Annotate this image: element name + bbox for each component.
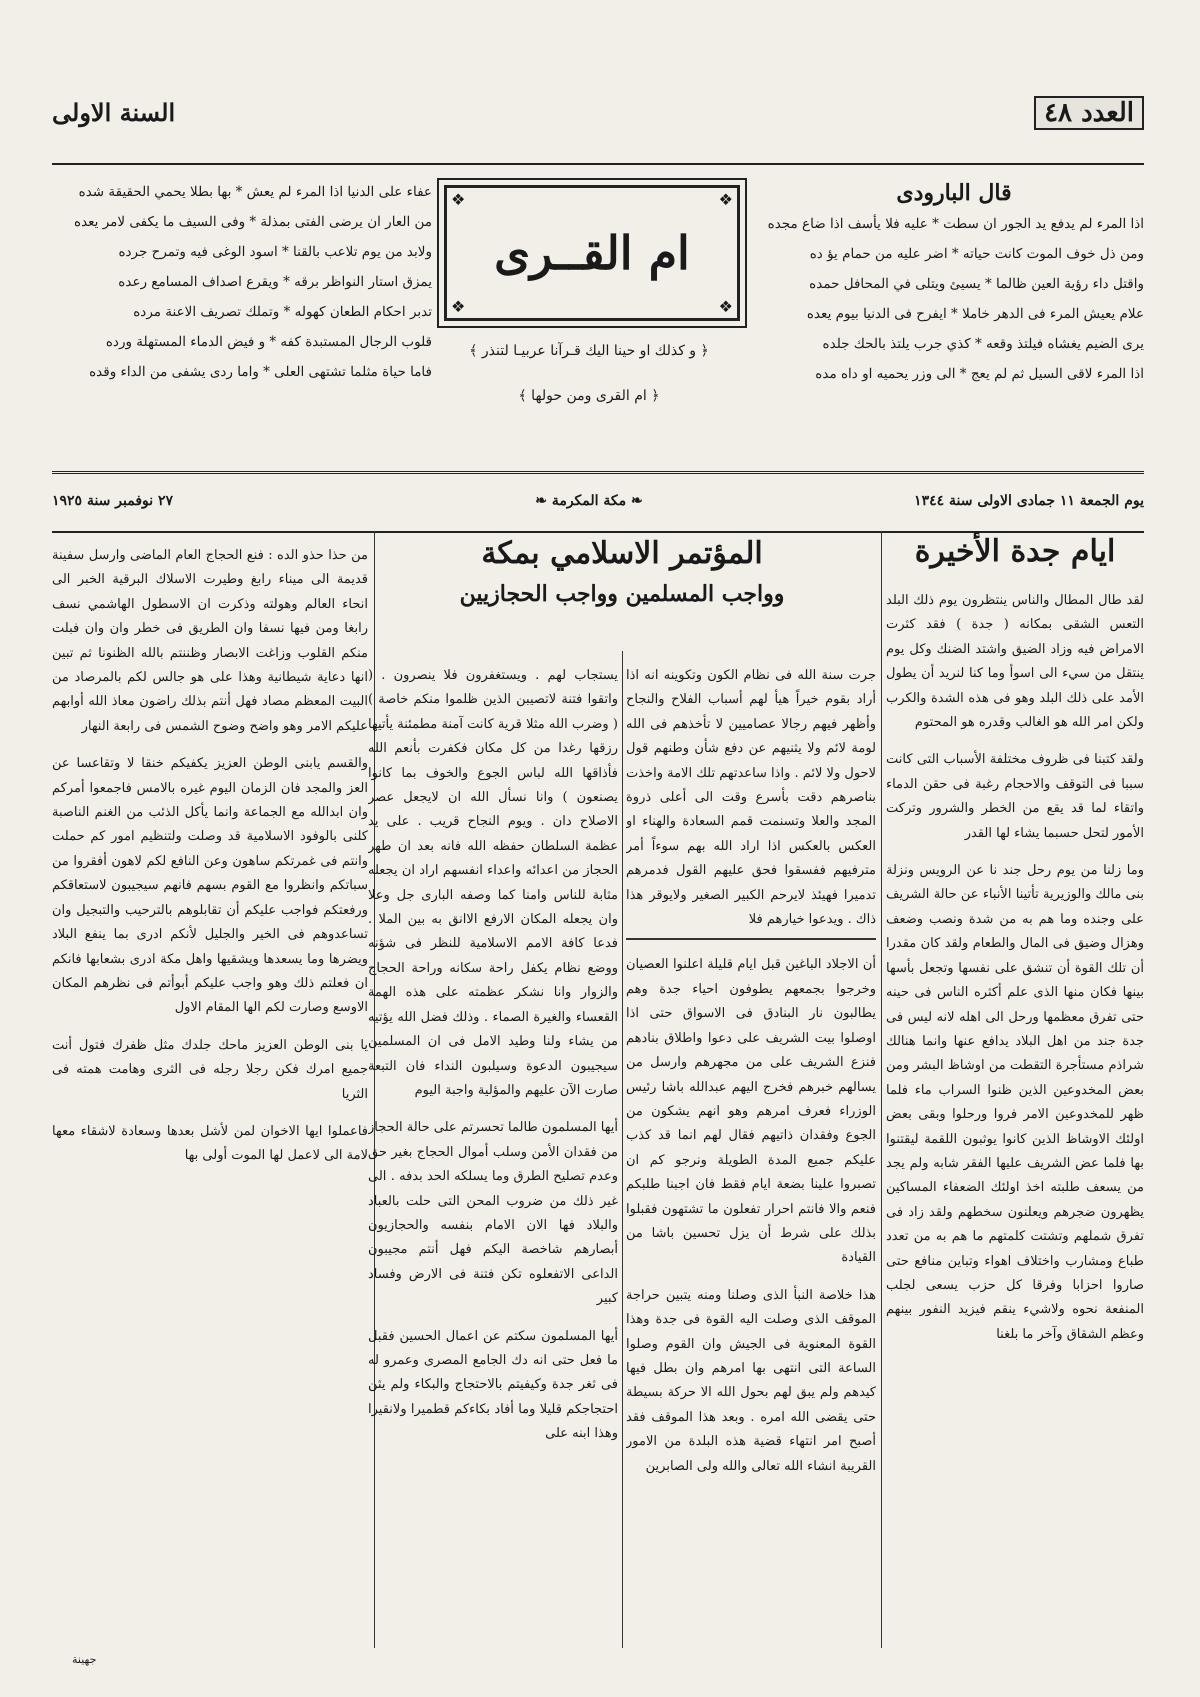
article-conference-part-b bbox=[368, 651, 618, 1648]
poem-line: تدبر احكام الطعان كهوله * وتملك تصريف الاعنة مرده bbox=[133, 304, 432, 320]
poem-line: اذا المرء لم يدفع يد الجور ان سطت * عليه فلا يأسف اذا ضاع مجده bbox=[767, 216, 1144, 232]
poem-right bbox=[764, 177, 1144, 389]
year-label: السنة الاولى bbox=[52, 98, 176, 127]
article-paragraph: من حذا حذو الده : فنع الحجاج العام الماضى وارسل سفينة قديمة الى ميناء رابغ وطيرت الاسلاك البرقية الخبر الى انحاء العالم وهولته وذكرت ان الاسطول الهاشمي نسف رابغا ومن فيها نسفا وان الطريق فى خطر وان وان فبلت منكم القلوب وزاغت الابصار وظننتم بالله الظنونا ثم تبين انها دعاية شيطانية وهذا على هو جالس لكم بالمرصاد من البيت المعظم مصاد فهل أنتم بذلك راضون معاذ الله أوابهم عليكم الامر وهو واضح وضوح الشمس فى رابعة النهار bbox=[52, 548, 368, 734]
dateline bbox=[52, 471, 1144, 533]
city-label: مكة المكرمة bbox=[551, 493, 627, 509]
ornament-icon: ❖ bbox=[718, 297, 733, 316]
article-signature: جهينة bbox=[72, 1653, 97, 1666]
ornament-icon: ❖ bbox=[451, 190, 466, 209]
city-name bbox=[432, 493, 746, 509]
newspaper-page bbox=[52, 88, 1144, 1666]
poem-line: يمزق استار النواظر برقه * ويقرع اصداف المسامع رعده bbox=[118, 274, 432, 290]
article-title: ايام جدة الأخيرة bbox=[914, 534, 1116, 569]
divider bbox=[626, 938, 876, 940]
poem-line: فاما حياة مثلما تشتهى العلى * واما ردى يشفى من الداء وقده bbox=[89, 364, 432, 380]
poem-line: ومن ذل خوف الموت كانت حياته * اضر عليه من حمام يؤ ده bbox=[809, 246, 1144, 262]
conference-headline bbox=[368, 531, 876, 611]
conference-subtitle: وواجب المسلمين وواجب الحجازيين bbox=[459, 581, 785, 607]
article-paragraph: هذا خلاصة النبأ الذى وصلنا ومنه يتبين حراجة الموقف الذى وصلت اليه القوة فى جدة وهذا القوة المعنوية فى الجيش وان القوم وصلوا الساعة التى انتهى بها امرهم وان بطل فيها كيدهم ولم يبق لهم بحول الله الا حركة بسيطة حتى يقضى الله امره . وبعد هذا الموقف فقد أصبح امر انتهاء قضية هذه البلدة من الامور القريبة انشاء الله تعالى والله ولى الصابرين bbox=[626, 1287, 876, 1474]
conference-title: المؤتمر الاسلامي بمكة bbox=[481, 536, 763, 571]
ornament-icon: ❖ bbox=[718, 190, 733, 209]
newspaper-title: ام القــرى bbox=[494, 226, 690, 280]
poem-line: عفاء على الدنيا اذا المرء لم يعش * بها بطلا يحمي الحقيقة شده bbox=[78, 184, 432, 200]
article-paragraph: أيها المسلمون طالما تحسرتم على حالة الحجاز من فقدان الأمن وسلب أموال الحجاج بغير حق وعدم تصليح الطرق وما يسلكه الحد بدفه . الى غير ذلك من ضروب المحن التى حلت بالعباد والبلاد فها الان الامام بنفسه والحجازيون أبصارهم شاخصة اليكم فهل أنتم مجيبون الداعى الاتفعلوه تكن فتنة فى الارض وفساد كبير bbox=[368, 1120, 618, 1307]
column-divider bbox=[622, 651, 623, 1648]
poem-line: قلوب الرجال المستبدة كفه * و فيض الدماء المستهلة ورده bbox=[105, 334, 432, 350]
poem-title: قال البارودى bbox=[896, 180, 1012, 206]
article-conference-part-a bbox=[626, 651, 876, 1648]
article-paragraph: يا بنى الوطن العزيز ماحك جلدك مثل ظفرك فتول أنت جميع امرك فكن رجلا رجله فى الثرى وهامت همته فى الثريا bbox=[52, 1037, 368, 1102]
article-paragraph: أيها المسلمون سكتم عن اعمال الحسين فقبل ما فعل حتى انه دك الجامع المصرى وعمرو له فى ثغر جدة وكيفيتم بالاحتجاج والبكاء ولم يثن احتجاجكم قليلا وما أفاد بكاءكم قطميرا ولانقيرا وهذا ابنه على bbox=[368, 1328, 618, 1442]
poem-line: اذا المرء لاقى السيل ثم لم يعج * الى وزر يحميه او داه مده bbox=[815, 366, 1144, 382]
gregorian-date: ٢٧ نوفمبر سنة ١٩٢٥ bbox=[52, 493, 174, 509]
article-paragraph: لقد طال المطال والناس ينتظرون يوم ذلك البلد التعس الشقى بمكانه ( جدة ) فقد كثرت الامراض فيه وزاد الضيق واشتد الضنك وكل يوم ينتقل من سيء الى اسوأ وما كنا لنريد أن يطول الأمد على ذلك البلد وهو فى هذه الشدة والكرب ولكن امر الله هو الغالب وقدره هو المحتوم bbox=[886, 593, 1144, 731]
top-strip bbox=[52, 88, 1144, 165]
masthead-subverse: ﴿ ام القرى ومن حولها ﴾ bbox=[518, 388, 660, 404]
article-jeddah bbox=[886, 531, 1144, 1648]
issue-number: العدد ٤٨ bbox=[1034, 96, 1144, 130]
poem-left bbox=[52, 177, 432, 387]
article-paragraph: ولقد كتبنا فى ظروف مختلفة الأسباب التى كانت سببا فى التوقف والاحجام رغبة فى حقن الدماء واتقاء لما قد يقع من الخطر والشرور وتركت الأمور لتحل حسبما يشاء لها القدر bbox=[886, 752, 1144, 841]
poem-line: علام يعيش المرء فى الدهر خاملا * ايفرح فى الدنيا بيوم يعده bbox=[806, 306, 1144, 322]
poem-line: يرى الضيم يغشاه فيلتذ وقعه * كذي جرب يلتذ بالحك جلده bbox=[822, 336, 1144, 352]
poem-line: من العار ان يرضى الفتى بمذلة * وفى السيف ما يكفى لامر يعده bbox=[74, 214, 432, 230]
masthead bbox=[52, 163, 1144, 474]
article-paragraph: أن الاجلاد الباغين قبل ايام قليلة اعلنوا العصيان وخرجوا بجمعهم يطوفون احياء جدة وهم يطالبون نار البنادق فى الاسواق حتى اذا اوصلوا بيت الشريف على دعوا واطلاق بنادهم فنزع الشريف على من مجهرهم وارسل من يسالهم خبرهم فخرج اليهم عبدالله باشا رئيس الوزراء فعرف امرهم وهو انهم يشكون من الجوع وفقدان ذاتيهم فقال لهم انما قد كذب عليكم جميع المدة الطويلة ونرجو كم ان تصبروا علينا بضعة ايام فقط فان اجبنا طلبكم فنعم والا فانتم احرار تفعلون ما تشتهون فقبلوا بذلك على شرط أن يزل تحسين باشا من القيادة bbox=[626, 957, 876, 1266]
article-conference-continued bbox=[52, 531, 368, 1648]
article-paragraph: يستجاب لهم . ويستغفرون فلا ينصرون . ( واتقوا فتنة لاتصيبن الذين ظلموا منكم خاصة ) ( وضرب الله مثلا قرية كانت آمنة مطمئنة يأتيها رزقها رغدا من كل مكان فكفرت بأنعم الله فأذاقها الله لباس الجوع والخوف بما كانوا يصنعون ) وانا نسأل الله ان لايجعل عصر الاصلاح دان . ويوم النجاح قريب . على يد عظمة السلطان حفظه الله فانه بعد ان طهر الحجاز من اعدائه واعداء انفسهم اراد ان يجعله مثابة للناس وامنا كما وصفه البارى جل وعلا وان يجعله المكان الارفع الاانق به بين الملا . فدعا كافة الامم الاسلامية للنظر فى شؤنه ووضع نظام يكفل راحة سكانه وراحة الحجاج والزوار وانا نشكر عظمته على هذه الهمة القعساء والغيرة الصماء . وذلك فضل الله يؤتيه من يشاء ولنا وطيد الامل فى ان المسلمين سيجيبون الدعوة وسيلبون النداء فان التبعة صارت الآن عليهم والمؤلية واجبة اليوم bbox=[368, 668, 618, 1098]
ornament-icon: ❧ bbox=[535, 493, 552, 509]
article-paragraph: جرت سنة الله فى نظام الكون وتكوينه انه اذا أراد بقوم خيراً هيأ لهم أسباب الفلاح والنجاح وأظهر فيهم رجالا عصاميين لا تأخذهم فى الله لومة لائم ولا يثنيهم عن دفع شأن وطنهم قول لاحول ولا لائم . واذا ساعدتهم تلك الامة واخذت بناصرهم دقت بأسرع وقت الى أعلى ذروة المجد والعلا وتسنمت قمم السعادة والهناء او العكس بالعكس اذا اراد الله بهم سوءاً أمر مترفيهم ففسقوا فحق عليهم القول فدمرهم تدميرا فهيئذ لايرحم الكبير الصغير ولايوقر هذا ذاك . ويدعوا خيارهم فلا bbox=[626, 668, 876, 928]
hijri-date: يوم الجمعة ١١ جمادى الاولى سنة ١٣٤٤ bbox=[914, 493, 1144, 509]
column-divider bbox=[881, 531, 882, 1648]
poem-line: واقتل داء رؤية العين ظالما * يسيئ ويتلى في المحافل حمده bbox=[809, 276, 1144, 292]
masthead-verse: ﴿ و كذلك او حينا اليك قـرآنا عربيـا لتنذر ﴾ bbox=[469, 343, 709, 359]
ornament-icon: ❧ bbox=[626, 493, 643, 509]
newspaper-title-box bbox=[444, 185, 740, 321]
poem-line: ولابد من يوم تلاعب بالقنا * اسود الوغى فيه وتمرح جرده bbox=[118, 244, 432, 260]
article-paragraph: وما زلنا من يوم رحل جند نا عن الرويس ونزلة بنى مالك والوزيرية تأتينا الأنباء عن حالة الشريف على وجنده وما هم به من شدة ونصب وضعف وهزال وضيق فى المال والطعام ولقد كان مقدرا أن تلك القوة أن تنشق على نفسها وتجعل بأسها بينها فكان منها الذى علم أكثره الناس فى حينه حتى تفرق معظمها ورحل الى اهله لانه ليس فى جدة جند من اهل البلاد يدافع عنها وانما هنالك شراذم مستأجرة التقطت من اوشاظ البشر ومن بعض المخدوعين الذين ظنوا السراب ماء فلما ظهر للمخدوعين الامر فروا ورحلوا وبقى بعض اولئك الاوشاظ الذين كانوا يوثبون اللقمة ليقتنوا بها فلما عض الشريف عليها الفقر شابه ولم يجد من يسعف طلبته اخذ اولئك الضعفاء المساكين يظهرون ضجرهم ويعلنون سخطهم ولقد زاد فى تفرق شملهم وتشتت كلمتهم ما هم به من تعدد طباع ومشارب واختلاف اهواء وتباين منافع حتى صاروا احزابا وفرقا كل حزب يسعى لجلب المنفعة نحوه ولاشيء ينقم فيزيد النفور بينهم وعظم الشقاق وآخر ما بلغنا bbox=[886, 863, 1144, 1342]
article-paragraph: والقسم يابنى الوطن العزيز يكفيكم خنقا لا وتقاعسا عن العز والمجد فان الزمان اليوم غيره بالامس فاجمعوا أمركم وان ابدالله مع الجماعة وانما يأكل الذئب من الغنم الناصبة كلنى بالوفود الاسلامية قد وصلت ولتنظيم امور كم حملت وانتم فى غمرتكم ساهون وعن النافع لكم لاهون أفقروا من سباتكم وانظروا مع القوم بسهم فانهم سيجيبون لاستعاقكم ورفعتكم فواجب عليكم أن تقابلوهم بالترحيب والتبجيل وان تساعدوهم فى الخير والجليل لأنكم ادرى بما ينفع البلاد ويضرها وما يسعدها ويشقيها واهل مكة ادرى بشعابها فانكم ان فعلتم ذلك وهو واجب عليكم أبوأتم فى نظرهم المكان الاوسع وصارت لكم الها المقام الاول bbox=[52, 756, 368, 1016]
article-columns bbox=[52, 531, 1144, 1666]
ornament-icon: ❖ bbox=[451, 297, 466, 316]
article-paragraph: فاعملوا ايها الاخوان لمن لأشل بعدها وسعادة لاشقاء معها لامة الى لاعمل لها الموت أولى بها bbox=[52, 1123, 368, 1164]
